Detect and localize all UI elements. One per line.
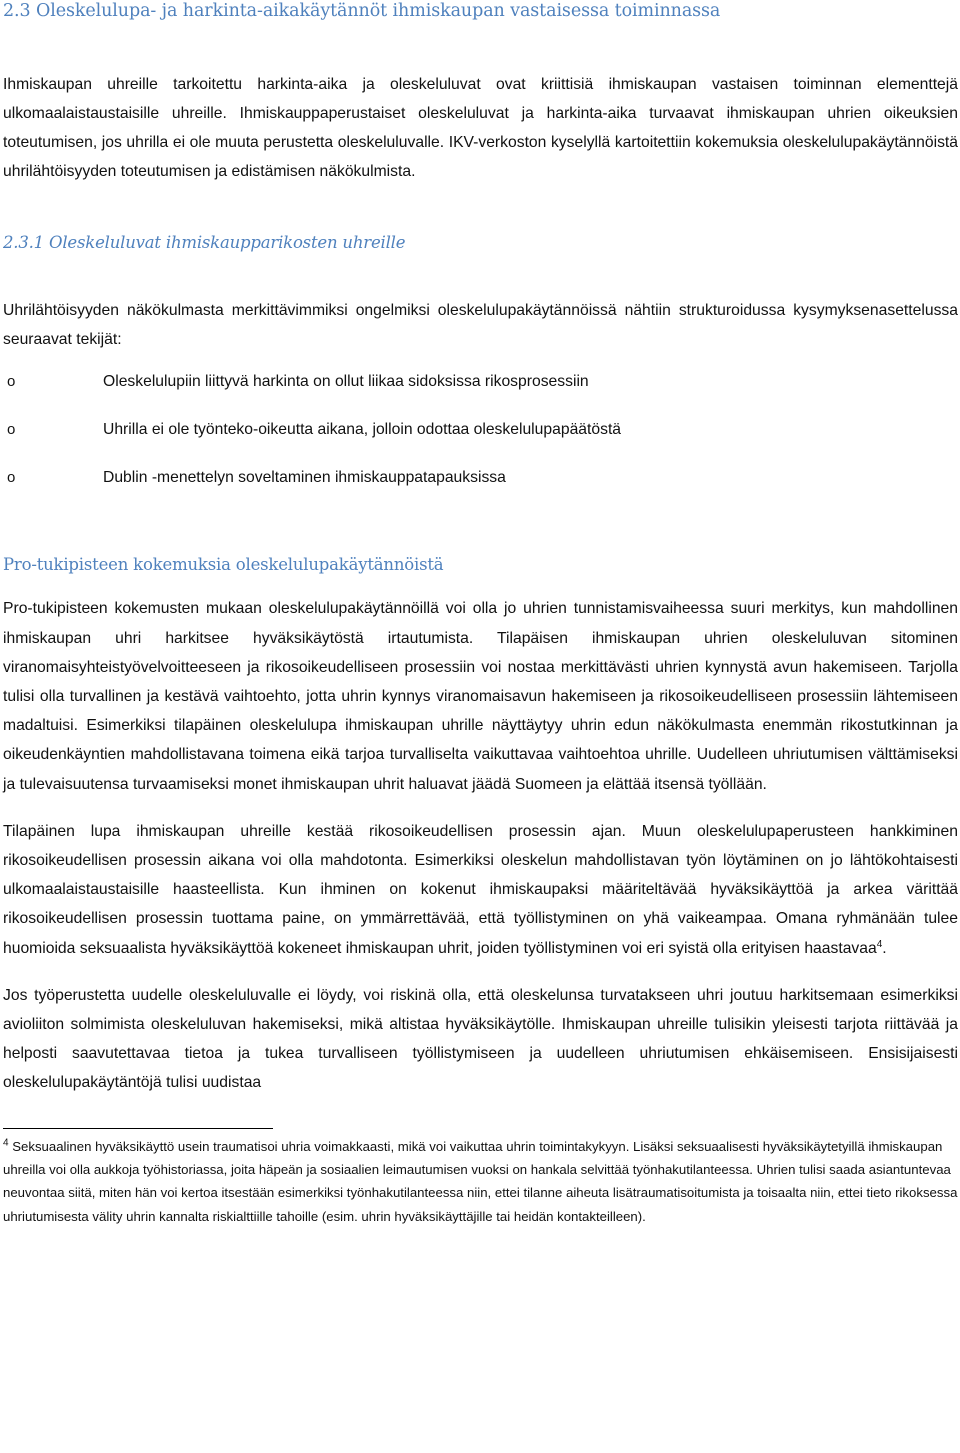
section-heading: 2.3 Oleskelulupa- ja harkinta-aikakäytännöt ihmiskaupan vastaisessa toiminnassa [3,1,721,21]
protuki-paragraph-2-end: . [882,939,887,957]
footnote-marker: 4 [3,1137,9,1149]
list-item [3,467,958,515]
intro-paragraph [3,70,958,186]
factor-list [3,371,958,515]
list-bullet: o [7,469,16,487]
footnote-text: Seksuaalinen hyväksikäyttö usein traumatisoi uhria voimakkaasti, mikä voi vaikuttaa uhrin toimintakykyyn. Lisäksi seksuaalisesti hyväksikäytetyillä ihmiskaupan uhreilla voi olla aukkoja työhistoriassa, joita häpeän ja sosiaalien leimautumisen vuoksi on hankala selvittää työnhakutilanteessa. Uhrien tulisi saada asiantuntevaa neuvontaa siitä, miten hän voi kertoa itsestään esimerkiksi työnhakutilanteessa niin, ettei tilanne aiheuta lisätraumatisoitumista ja toisaalta niin, ettei tieto rikoksessa uhriutumisesta välity uhrin kannalta riskialttiille tahoille (esim. uhrin hyväksikäyttäjille tai heidän kontakteilleen). [3,1138,958,1224]
list-item-text: Dublin -menettelyn soveltaminen ihmiskauppatapauksissa [103,469,506,487]
list-bullet: o [7,373,16,391]
intro-paragraph-text: Ihmiskaupan uhreille tarkoitettu harkinta-aika ja oleskeluluvat ovat kriittisiä ihmiskaupan vastaisen toiminnan elementtejä ulkomaalaistaustaisille uhreille. Ihmiskauppaperustaiset oleskeluluvat ja harkinta-aika turvaavat ihmiskaupan uhrien oikeuksien toteutumisen, jos uhrilla ei ole muuta perustetta oleskeluluvalle. [3,76,958,151]
protuki-paragraph-3: Jos työperustetta uudelle oleskeluluvalle ei löydy, voi riskinä olla, että oleskelunsa turvatakseen uhri joutuu harkitsemaan esimerkiksi avioliiton solmimista oleskeluluvan hakemiseksi, mikä altistaa hyväksikäytölle. Ihmiskaupan uhreille tulisikin yleisesti tarjota riittävää ja helposti saavutettavaa tietoa ja tukea turvalliseen työllistymiseen ja uudelleen uhriutumisen ehkäisemiseen. Ensisijaisesti oleskelulupakäytäntöjä tulisi uudistaa [3,986,958,1092]
intro-paragraph-cont: IKV-verkoston kyselyllä kartoitettiin kokemuksia oleskelulupakäytännöistä uhrilähtöisyyden toteutumisen ja edistämisen näkökulmista. [3,134,958,180]
subsection-heading: 2.3.1 Oleskeluluvat ihmiskaupparikosten uhreille [3,233,406,252]
list-item-text: Uhrilla ei ole työnteko-oikeutta aikana, jolloin odottaa oleskelulupapäätöstä [103,421,622,439]
subsection-paragraph: Uhrilähtöisyyden näkökulmasta merkittävimmiksi ongelmiksi oleskelulupakäytännöissä nähtiin strukturoidussa kysymyksenasettelussa seuraavat tekijät: [3,302,958,349]
list-item [3,371,958,419]
list-bullet: o [7,421,16,439]
list-item-text: Oleskelulupiin liittyvä harkinta on ollut liikaa sidoksissa rikosprosessiin [103,373,589,391]
footnote-reference[interactable]: 4 [876,938,883,950]
protuki-paragraph-2 [3,817,958,963]
footnote [3,1135,958,1228]
list-item [3,419,958,467]
protuki-heading: Pro-tukipisteen kokemuksia oleskelulupakäytännöistä [3,555,444,575]
protuki-paragraph-2-text: Tilapäinen lupa ihmiskaupan uhreille kestää rikosoikeudellisen prosessin ajan. Muun oleskelulupaperusteen hankkiminen rikosoikeudellisen prosessin aikana voi olla mahdotonta. Esimerkiksi oleskelun mahdollistavan työn löytäminen on jo lähtökohtaisesti ulkomaalaistaustaisille haasteellista. Kun ihminen on kokenut ihmiskaupaksi määriteltävää hyväksikäyttöä ja arkea värittää rikosoikeudellisen prosessin tuottama paine, on ymmärrettävää, että työllistyminen on yhä vaikeampaa. Omana ryhmänään tulee huomioida seksuaalista hyväksikäyttöä kokeneet ihmiskaupan uhrit, joiden työllistyminen voi eri syistä olla erityisen haastavaa [3,822,958,957]
protuki-paragraph-1: Pro-tukipisteen kokemusten mukaan oleskelulupakäytännöillä voi olla jo uhrien tunnistamisvaiheessa suuri merkitys, kun mahdollinen ihmiskaupan uhri harkitsee hyväksikäytöstä irtautumista. Tilapäisen ihmiskaupan uhrien oleskeluluvan sitominen viranomaisyhteistyövelvoitteeseen ja rikosoikeudelliseen prosessiin voi nostaa merkittävästi uhrien kynnystä avun hakemiseen. Tarjolla tulisi olla turvallinen ja kestävä vaihtoehto, jotta uhrin kynnys viranomaisavun hakemiseen ja rikosoikeudelliseen prosessiin lähtemiseen madaltuisi. Esimerkiksi tilapäinen oleskelulupa ihmiskaupan uhrille näyttäytyy uhrin edun näkökulmasta enemmän rikostutkinnan ja oikeudenkäyntien mahdollistavana toimena eikä tarjoa turvalliselta vaikuttavaa vaihtoehtoa uhrille. Uudelleen uhriutumisen välttämiseksi ja tulevaisuutensa turvaamiseksi monet ihmiskaupan uhrit haluavat jäädä Suomeen ja elättää itsensä työllään. [3,600,958,793]
